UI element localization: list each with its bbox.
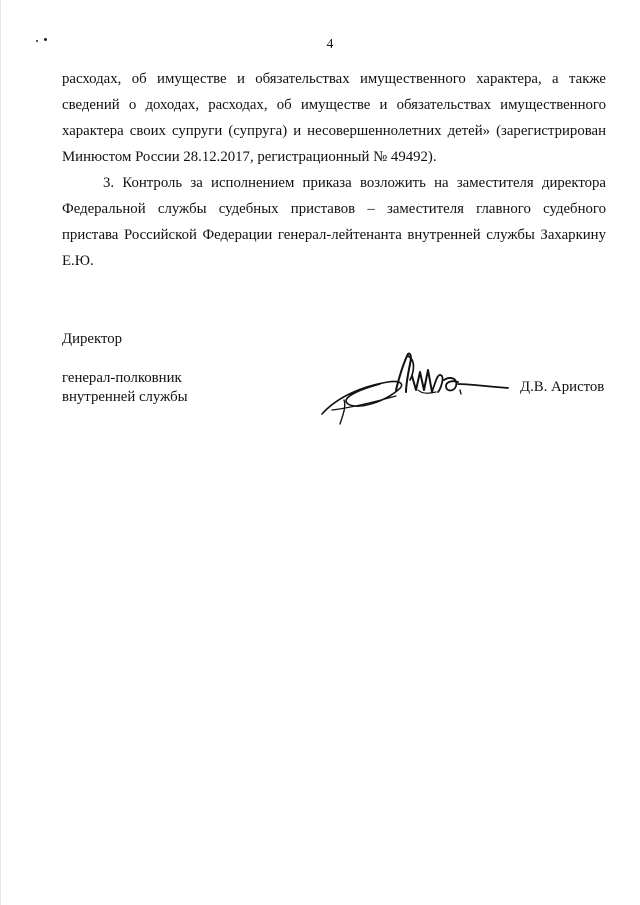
signer-rank-line-1: генерал-полковник <box>62 370 182 386</box>
handwritten-signature-icon <box>318 350 518 426</box>
signer-rank <box>62 369 188 407</box>
page-number: 4 <box>326 36 334 51</box>
scan-dot <box>36 40 38 42</box>
paragraph-item-3: 3. Контроль за исполнением приказа возложить на заместителя директора Федеральной службы судебных приставов – заместителя главного судебного пристава Российской Федерации генерал-лейтенанта внутренней службы Захаркину Е.Ю. <box>62 175 606 269</box>
paragraph-continuation: расходах, об имуществе и обязательствах имущественного характера, а также сведений о доходах, расходах, об имуществе и обязательствах имущественного характера своих супруги (супруга) и несовершеннолетних детей» (зарегистрирован Минюстом России 28.12.2017, регистрационный № 49492). <box>62 71 606 165</box>
scan-dot <box>44 38 47 41</box>
scan-edge <box>0 0 1 905</box>
document-body <box>62 66 606 274</box>
signer-name: Д.В. Аристов <box>520 379 605 395</box>
signer-title: Директор <box>62 331 123 347</box>
signer-rank-line-2: внутренней службы <box>62 389 188 405</box>
